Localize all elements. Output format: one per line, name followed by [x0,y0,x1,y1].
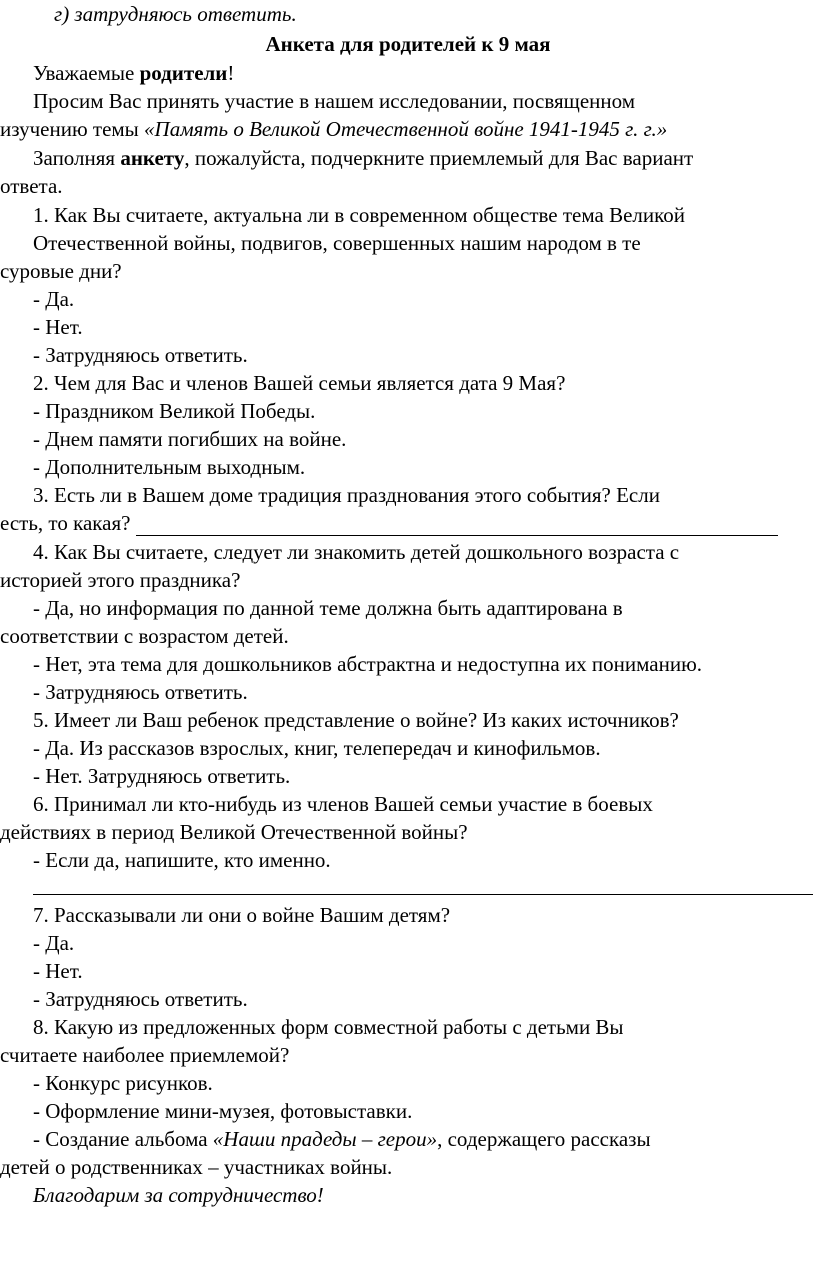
answer-text: - Создание альбома [33,1127,213,1151]
question-7-answer-3: - Затрудняюсь ответить. [33,987,248,1011]
question-7-answer-1: - Да. [33,931,75,955]
question-8-answer-2: - Оформление мини-музея, фотовыставки. [33,1099,413,1123]
greeting-bold: родители [139,61,228,85]
instruction-text: Заполняя [33,146,121,170]
question-4-answer-3: - Затрудняюсь ответить. [33,680,248,704]
instruction-bold: анкету [120,146,185,170]
question-5-answer-1: - Да. Из рассказов взрослых, книг, телепередач и кинофильмов. [33,736,601,760]
question-1-answer-2: - Нет. [33,315,83,339]
question-8-answer-1: - Конкурс рисунков. [33,1071,213,1095]
question-3-line-1: 3. Есть ли в Вашем доме традиция празднования этого события? Если [33,483,660,507]
question-8-answer-3-line-2: детей о родственниках – участниках войны. [0,1155,393,1179]
intro-topic: «Память о Великой Отечественной войне 1941-1945 г. г.» [144,117,668,141]
question-8-line-1: 8. Какую из предложенных форм совместной работы с детьми Вы [33,1015,624,1039]
question-4-answer-1-line-1: - Да, но информация по данной теме должна быть адаптирована в [33,596,623,620]
intro-line-2 [0,116,667,142]
question-3-prompt: есть, то какая? [0,511,131,535]
question-4-line-2: историей этого праздника? [0,568,241,592]
question-8-line-2: считаете наиболее приемлемой? [0,1043,290,1067]
instruction-line-2: ответа. [0,174,63,198]
greeting-punct: ! [227,61,235,85]
question-7-line-1: 7. Рассказывали ли они о войне Вашим детям? [33,903,451,927]
question-1-answer-3: - Затрудняюсь ответить. [33,343,248,367]
question-2-answer-1: - Праздником Великой Победы. [33,399,316,423]
closing-thanks: Благодарим за сотрудничество! [33,1183,324,1207]
greeting-text: Уважаемые [33,61,140,85]
question-3-line-2 [0,510,778,536]
question-4-answer-2: - Нет, эта тема для дошкольников абстрактна и недоступна их пониманию. [33,652,703,676]
question-2-answer-2: - Днем памяти погибших на войне. [33,427,347,451]
instruction-rest: , пожалуйста, подчеркните приемлемый для Вас вариант [184,146,694,170]
question-4-line-1: 4. Как Вы считаете, следует ли знакомить детей дошкольного возраста с [33,540,680,564]
question-1-line-2: Отечественной войны, подвигов, совершенных нашим народом в те [33,231,641,255]
answer-blank[interactable] [136,515,778,536]
question-5-answer-2: - Нет. Затрудняюсь ответить. [33,764,291,788]
question-6-line-1: 6. Принимал ли кто-нибудь из членов Вашей семьи участие в боевых [33,792,653,816]
question-1-line-1: 1. Как Вы считаете, актуальна ли в современном обществе тема Великой [33,203,685,227]
question-2-answer-3: - Дополнительным выходным. [33,455,306,479]
album-title: «Наши прадеды – герои» [212,1127,438,1151]
answer-line[interactable] [33,894,813,895]
question-2-line-1: 2. Чем для Вас и членов Вашей семьи является дата 9 Мая? [33,371,566,395]
question-1-line-3: суровые дни? [0,259,122,283]
page-title: Анкета для родителей к 9 мая [265,32,551,56]
intro-text: изучению темы [0,117,145,141]
question-1-answer-1: - Да. [33,287,75,311]
question-4-answer-1-line-2: соответствии с возрастом детей. [0,624,289,648]
question-8-answer-3 [33,1126,651,1152]
question-7-answer-2: - Нет. [33,959,83,983]
question-6-line-2: действиях в период Великой Отечественной войны? [0,820,468,844]
answer-rest: , содержащего рассказы [437,1127,651,1151]
instruction-line-1 [33,145,693,171]
greeting [33,60,234,86]
question-6-answer-1: - Если да, напишите, кто именно. [33,848,331,872]
previous-answer-line: г) затрудняюсь ответить. [54,2,297,26]
intro-line-1: Просим Вас принять участие в нашем исследовании, посвященном [33,89,636,113]
question-5-line-1: 5. Имеет ли Ваш ребенок представление о войне? Из каких источников? [33,708,679,732]
